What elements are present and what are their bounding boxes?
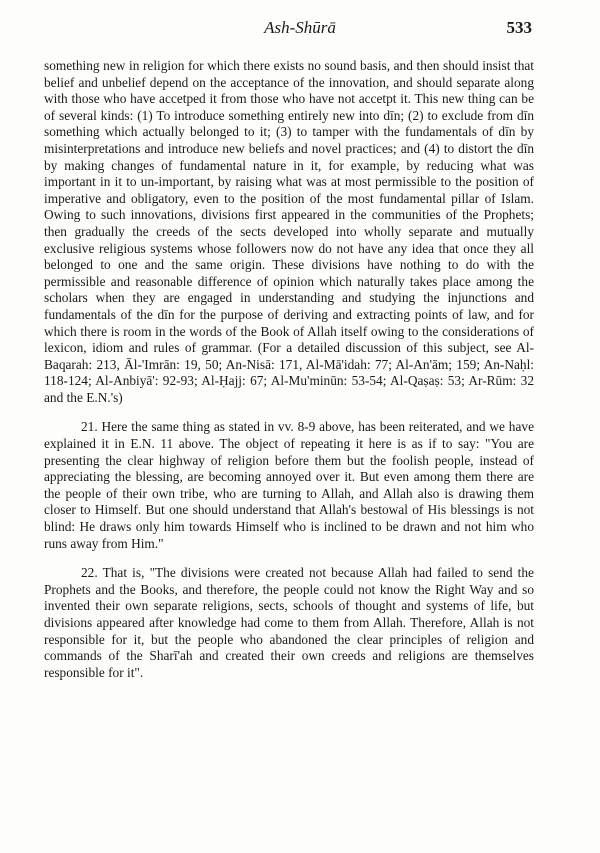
- running-title: Ash-Shūrā: [264, 18, 336, 37]
- paragraph-continuation: something new in religion for which there exists no sound basis, and then should insist that belief and unbelief depend on the acceptance of the innovation, and should separate along with those who have accetped it from those who have not accetpt it. This new thing can be of several kinds: (1) To introduce something entirely new into dīn; (2) to exclude from dīn something which actually belonged to it; (3) to tamper with the fundamentals of dīn by misinterpretations and introduce new beliefs and novel practices; and (4) to distort the dīn by making changes of fundamental nature in it, for example, by reducing what was important in it to un-important, by raising what was at most permissible to the position of imperative and obligatory, even to the position of the most fundamental pillar of Islam. Owing to such innovations, divisions first appeared in the communities of the Prophets; then gradually the creeds of the sects developed into wholly separate and mutually exclusive religious systems whose followers now do not have any idea that once they all belonged to one and the same origin. These divisions have nothing to do with the permissible and reasonable difference of opinion which naturally takes place among the scholars when they are engaged in understanding and studying the injunctions and fundamentals of the dīn for the purpose of deriving and extracting points of law, and for which there is room in the words of the Book of Allah itself owing to the considerations of lexicon, idiom and rules of grammar. (For a detailed discussion of this subject, see Al-Baqarah: 213, Āl-'Imrān: 19, 50; An-Nisā: 171, Al-Mā'idah: 77; Al-An'ām; 159; An-Naḥl: 118-124; Al-Anbiyā': 92-93; Al-Ḥajj: 67; Al-Mu'minūn: 53-54; Al-Qaṣaṣ: 53; Ar-Rūm: 32 and the E.N.'s): [44, 58, 534, 405]
- note-22-paragraph: 22. That is, "The divisions were created not because Allah had failed to send the Prophets and the Books, and therefore, the people could not know the Right Way and so invented their own separate religions, sects, schools of thought and systems of life, but divisions appeared after knowledge had come to them from Allah. Therefore, Allah is not responsible for it, but the people who abandoned the clear principles of religion and commands of the Sharī'ah and created their own creeds and religions are themselves responsible for it".: [44, 565, 534, 680]
- page-number: 533: [506, 18, 532, 37]
- body-text: [44, 58, 534, 681]
- running-header: [0, 18, 600, 42]
- note-21-paragraph: 21. Here the same thing as stated in vv. 8-9 above, has been reiterated, and we have explained it in E.N. 11 above. The object of repeating it here is as if to say: "You are presenting the clear highway of religion before them but the foolish people, instead of appreciating the blessing, are becoming annoyed over it. But even among them there are the people of their own tribe, who are turning to Allah, and Allah also is drawing them closer to Himself. But one should understand that Allah's bestowal of His blessings is not blind: He draws only him towards Himself who is inclined to be drawn and not him who runs away from Him.": [44, 419, 534, 551]
